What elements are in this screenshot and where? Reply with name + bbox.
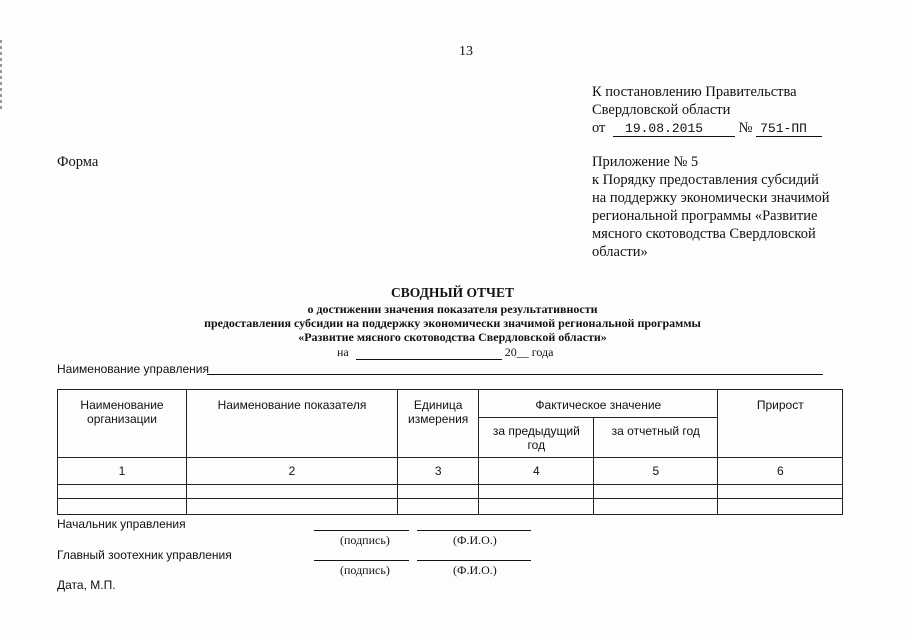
department-label: Наименование управления (57, 362, 209, 376)
report-subtitle-1: о достижении значения показателя результативности (307, 302, 598, 316)
table-cell[interactable] (187, 499, 398, 515)
decree-line-1: К постановлению Правительства (592, 84, 797, 100)
head-signature-line (314, 530, 409, 531)
form-label: Форма (57, 154, 99, 170)
header-indicator (187, 390, 398, 458)
column-number: 6 (718, 458, 843, 485)
appendix-line: к Порядку предоставления субсидий (592, 172, 819, 188)
zoo-signature-caption: (подпись) (340, 563, 390, 577)
header-prev-year (479, 418, 594, 458)
appendix-line: области» (592, 244, 648, 260)
table-cell[interactable] (479, 485, 594, 499)
column-number: 2 (187, 458, 398, 485)
header-actual-text: Фактическое значение (535, 398, 662, 412)
header-org-text: Наименование организации (80, 398, 164, 426)
head-label: Начальник управления (57, 517, 186, 531)
report-date-prefix: на (337, 345, 349, 359)
table-cell[interactable] (398, 499, 479, 515)
column-number: 5 (594, 458, 718, 485)
scan-edge (0, 40, 2, 110)
header-growth (718, 390, 843, 458)
decree-number-value: 751-ПП (760, 121, 807, 136)
table-cell[interactable] (718, 499, 843, 515)
table-cell[interactable] (594, 485, 718, 499)
appendix-line: на поддержку экономически значимой (592, 190, 830, 206)
decree-date-prefix: от (592, 120, 606, 136)
head-signature-caption: (подпись) (340, 533, 390, 547)
header-report-year-text: за отчетный год (611, 424, 700, 438)
header-prev-year-text: за предыдущий год (492, 424, 580, 452)
table-cell[interactable] (594, 499, 718, 515)
report-title: СВОДНЫЙ ОТЧЕТ (391, 285, 514, 300)
zoo-fio-line (417, 560, 531, 561)
table-cell[interactable] (58, 499, 187, 515)
decree-date-line (592, 119, 892, 137)
report-date-line (337, 345, 553, 360)
header-growth-text: Прирост (756, 398, 804, 412)
table-cell[interactable] (479, 499, 594, 515)
report-date-year: 20__ года (504, 345, 554, 359)
decree-number-prefix: № (738, 120, 753, 136)
page-number: 13 (459, 44, 473, 59)
column-number: 3 (398, 458, 479, 485)
zoo-fio-caption: (Ф.И.О.) (453, 563, 497, 577)
decree-line-2: Свердловской области (592, 102, 731, 118)
report-subtitle-2: предоставления субсидии на поддержку экономически значимой региональной программы (204, 316, 701, 330)
report-date-blank (356, 347, 502, 360)
table-cell[interactable] (187, 485, 398, 499)
header-unit-text: Единица измерения (408, 398, 469, 426)
table-cell[interactable] (398, 485, 479, 499)
decree-block (592, 83, 892, 137)
header-actual (479, 390, 718, 418)
table-cell[interactable] (58, 485, 187, 499)
decree-date-value: 19.08.2015 (625, 121, 704, 136)
date-stamp-label: Дата, М.П. (57, 578, 116, 592)
column-number: 1 (58, 458, 187, 485)
header-report-year (594, 418, 718, 458)
report-table (57, 389, 843, 515)
zoo-signature-line (314, 560, 409, 561)
zoo-label: Главный зоотехник управления (57, 548, 232, 562)
appendix-line: мясного скотоводства Свердловской (592, 226, 816, 242)
column-number: 4 (479, 458, 594, 485)
appendix-block (592, 153, 892, 261)
header-org (58, 390, 187, 458)
head-fio-line (417, 530, 531, 531)
decree-number (756, 121, 822, 137)
department-field (207, 374, 823, 375)
appendix-line: региональной программы «Развитие (592, 208, 818, 224)
header-unit (398, 390, 479, 458)
table-cell[interactable] (718, 485, 843, 499)
header-indicator-text: Наименование показателя (217, 398, 367, 412)
appendix-line: Приложение № 5 (592, 154, 699, 170)
head-fio-caption: (Ф.И.О.) (453, 533, 497, 547)
report-subtitle-3: «Развитие мясного скотоводства Свердловской области» (298, 330, 607, 344)
decree-date (613, 121, 735, 137)
